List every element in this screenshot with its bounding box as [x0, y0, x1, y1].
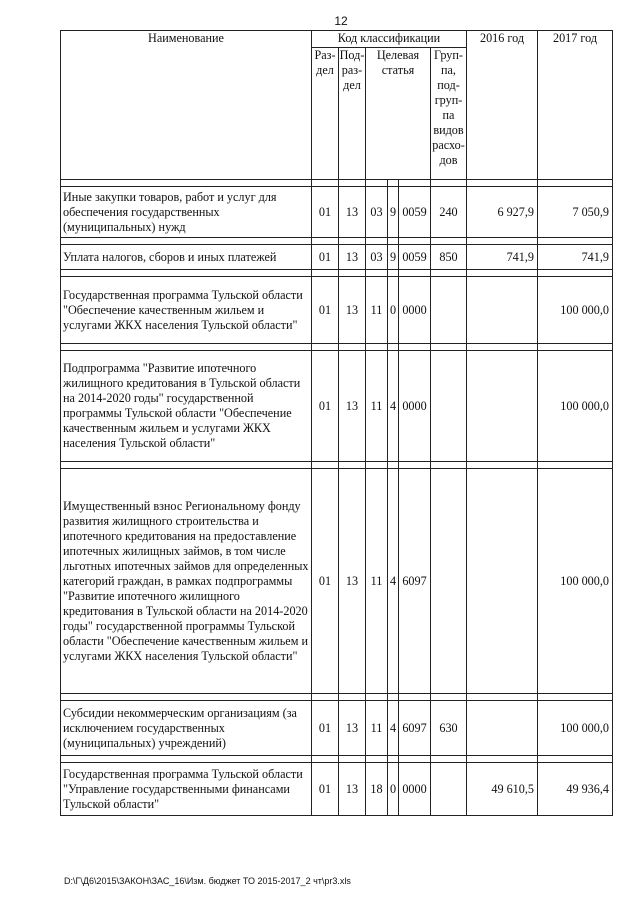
- spacer-cell: [366, 180, 388, 187]
- spacer-cell: [61, 180, 312, 187]
- cell-y2017: 100 000,0: [538, 351, 613, 462]
- spacer-cell: [388, 270, 399, 277]
- cell-y2017: 100 000,0: [538, 469, 613, 694]
- spacer-cell: [366, 270, 388, 277]
- cell-cs3: 0000: [399, 763, 431, 816]
- table-body: [61, 180, 613, 816]
- spacer-cell: [467, 238, 538, 245]
- cell-pr: 13: [339, 469, 366, 694]
- spacer-cell: [388, 344, 399, 351]
- spacer-cell: [431, 270, 467, 277]
- spacer-cell: [61, 756, 312, 763]
- spacer-cell: [312, 180, 339, 187]
- header-code: Код классификации: [312, 31, 467, 48]
- cell-y2017: 7 050,9: [538, 187, 613, 238]
- header-row: [61, 31, 613, 48]
- spacer-cell: [399, 180, 431, 187]
- spacer-cell: [388, 694, 399, 701]
- cell-rz: 01: [312, 701, 339, 756]
- cell-y2017: 100 000,0: [538, 277, 613, 344]
- spacer-cell: [467, 756, 538, 763]
- cell-cs3: 0059: [399, 245, 431, 270]
- table-row: [61, 187, 613, 238]
- cell-cs1: 11: [366, 469, 388, 694]
- spacer-cell: [339, 694, 366, 701]
- spacer-cell: [467, 270, 538, 277]
- spacer-cell: [366, 756, 388, 763]
- spacer-cell: [388, 238, 399, 245]
- table-row: [61, 763, 613, 816]
- spacer-cell: [366, 694, 388, 701]
- cell-cs2: 0: [388, 763, 399, 816]
- cell-cs1: 18: [366, 763, 388, 816]
- spacer-cell: [399, 694, 431, 701]
- spacer-cell: [538, 238, 613, 245]
- spacer-cell: [312, 462, 339, 469]
- cell-y2016: 6 927,9: [467, 187, 538, 238]
- spacer-cell: [339, 344, 366, 351]
- spacer-cell: [366, 238, 388, 245]
- cell-cs2: 9: [388, 245, 399, 270]
- spacer-cell: [366, 462, 388, 469]
- spacer-cell: [538, 344, 613, 351]
- budget-table: [60, 30, 613, 816]
- spacer-cell: [339, 462, 366, 469]
- cell-vr: [431, 277, 467, 344]
- cell-y2016: [467, 701, 538, 756]
- table-row: [61, 701, 613, 756]
- cell-name: Уплата налогов, сборов и иных платежей: [61, 245, 312, 270]
- spacer-cell: [399, 756, 431, 763]
- cell-pr: 13: [339, 277, 366, 344]
- spacer-cell: [538, 270, 613, 277]
- header-group: Груп- па, под- груп- па видов расхо- дов: [431, 48, 467, 180]
- spacer-cell: [399, 462, 431, 469]
- table-row: [61, 351, 613, 462]
- table-row: [61, 245, 613, 270]
- cell-pr: 13: [339, 245, 366, 270]
- spacer-cell: [431, 180, 467, 187]
- spacer-cell: [312, 756, 339, 763]
- cell-cs2: 4: [388, 469, 399, 694]
- cell-rz: 01: [312, 245, 339, 270]
- cell-y2016: [467, 469, 538, 694]
- cell-y2016: 49 610,5: [467, 763, 538, 816]
- cell-vr: [431, 351, 467, 462]
- spacer-cell: [312, 694, 339, 701]
- cell-y2016: [467, 351, 538, 462]
- spacer-cell: [61, 270, 312, 277]
- spacer-cell: [431, 462, 467, 469]
- spacer-cell: [431, 756, 467, 763]
- spacer-cell: [312, 344, 339, 351]
- spacer-cell: [339, 180, 366, 187]
- cell-rz: 01: [312, 187, 339, 238]
- cell-pr: 13: [339, 763, 366, 816]
- spacer-cell: [538, 180, 613, 187]
- header-section: Раз- дел: [312, 48, 339, 180]
- cell-name: Имущественный взнос Региональному фонду развития жилищного строительства и ипотечного кредитования на предоставление ипотечных жилищных займов, в том числе льготных ипотечных займов для определенных категорий граждан, в рамках подпрограммы "Развитие ипотечного жилищного кредитования в Тульской области на 2014-2020 годы" государственной программы Тульской области "Обеспечение качественным жильем и услугами ЖКХ населения Тульской области": [61, 469, 312, 694]
- cell-rz: 01: [312, 763, 339, 816]
- cell-cs1: 11: [366, 277, 388, 344]
- header-target: Целевая статья: [366, 48, 431, 180]
- spacer-cell: [538, 462, 613, 469]
- spacer-cell: [399, 270, 431, 277]
- spacer-cell: [388, 756, 399, 763]
- cell-rz: 01: [312, 277, 339, 344]
- header-2016: 2016 год: [467, 31, 538, 180]
- cell-cs2: 0: [388, 277, 399, 344]
- spacer-cell: [431, 238, 467, 245]
- spacer-cell: [538, 756, 613, 763]
- cell-cs2: 4: [388, 351, 399, 462]
- cell-cs3: 0000: [399, 277, 431, 344]
- cell-pr: 13: [339, 701, 366, 756]
- spacer-cell: [61, 238, 312, 245]
- row-spacer: [61, 270, 613, 277]
- cell-pr: 13: [339, 187, 366, 238]
- spacer-cell: [339, 270, 366, 277]
- cell-name: Государственная программа Тульской области "Обеспечение качественным жильем и услугами ЖКХ населения Тульской области": [61, 277, 312, 344]
- cell-cs3: 6097: [399, 701, 431, 756]
- spacer-cell: [339, 238, 366, 245]
- cell-cs1: 03: [366, 187, 388, 238]
- cell-vr: [431, 469, 467, 694]
- cell-vr: 630: [431, 701, 467, 756]
- cell-vr: 850: [431, 245, 467, 270]
- cell-cs3: 0059: [399, 187, 431, 238]
- cell-y2016: 741,9: [467, 245, 538, 270]
- row-spacer: [61, 180, 613, 187]
- cell-rz: 01: [312, 351, 339, 462]
- cell-name: Иные закупки товаров, работ и услуг для обеспечения государственных (муниципальных) нужд: [61, 187, 312, 238]
- file-path-footer: D:\Г\Д6\2015\ЗАКОН\ЗАС_16\Изм. бюджет ТО 2015-2017_2 чт\pr3.xls: [64, 876, 351, 886]
- spacer-cell: [467, 180, 538, 187]
- spacer-cell: [312, 238, 339, 245]
- cell-cs3: 6097: [399, 469, 431, 694]
- cell-cs1: 11: [366, 351, 388, 462]
- spacer-cell: [61, 694, 312, 701]
- page-number: 12: [334, 14, 348, 28]
- spacer-cell: [312, 270, 339, 277]
- spacer-cell: [399, 344, 431, 351]
- row-spacer: [61, 238, 613, 245]
- cell-cs1: 11: [366, 701, 388, 756]
- spacer-cell: [61, 462, 312, 469]
- header-2017: 2017 год: [538, 31, 613, 180]
- cell-name: Субсидии некоммерческим организациям (за исключением государственных (муниципальных) учреждений): [61, 701, 312, 756]
- spacer-cell: [538, 694, 613, 701]
- cell-cs1: 03: [366, 245, 388, 270]
- spacer-cell: [61, 344, 312, 351]
- cell-y2017: 49 936,4: [538, 763, 613, 816]
- header-name: Наименование: [61, 31, 312, 180]
- cell-cs3: 0000: [399, 351, 431, 462]
- row-spacer: [61, 344, 613, 351]
- cell-name: Подпрограмма "Развитие ипотечного жилищного кредитования в Тульской области на 2014-2020 годы" государственной программы Тульской области "Обеспечение качественным жильем и услугами ЖКХ населения Тульской области": [61, 351, 312, 462]
- spacer-cell: [388, 180, 399, 187]
- cell-cs2: 4: [388, 701, 399, 756]
- spacer-cell: [339, 756, 366, 763]
- cell-rz: 01: [312, 469, 339, 694]
- cell-vr: 240: [431, 187, 467, 238]
- spacer-cell: [431, 694, 467, 701]
- header-subsection: Под- раз- дел: [339, 48, 366, 180]
- row-spacer: [61, 756, 613, 763]
- spacer-cell: [431, 344, 467, 351]
- spacer-cell: [467, 344, 538, 351]
- cell-vr: [431, 763, 467, 816]
- cell-y2017: 741,9: [538, 245, 613, 270]
- cell-pr: 13: [339, 351, 366, 462]
- row-spacer: [61, 462, 613, 469]
- spacer-cell: [399, 238, 431, 245]
- row-spacer: [61, 694, 613, 701]
- table-row: [61, 277, 613, 344]
- spacer-cell: [366, 344, 388, 351]
- cell-name: Государственная программа Тульской области "Управление государственными финансами Тульской области": [61, 763, 312, 816]
- cell-y2017: 100 000,0: [538, 701, 613, 756]
- table-row: [61, 469, 613, 694]
- cell-cs2: 9: [388, 187, 399, 238]
- spacer-cell: [467, 462, 538, 469]
- cell-y2016: [467, 277, 538, 344]
- spacer-cell: [467, 694, 538, 701]
- spacer-cell: [388, 462, 399, 469]
